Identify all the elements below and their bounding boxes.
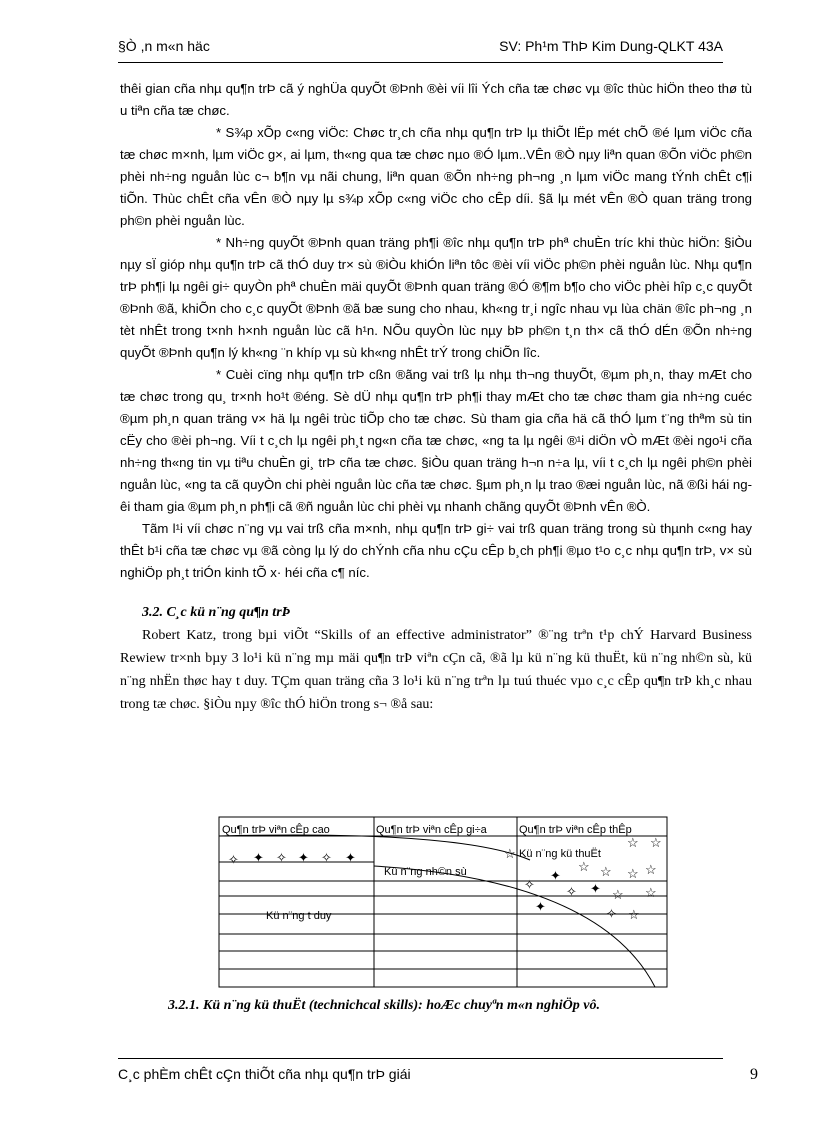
label-human: Kü n¨ng nh©n sù	[384, 866, 467, 878]
svg-text:✧: ✧	[276, 850, 287, 865]
svg-text:☆: ☆	[650, 835, 662, 850]
svg-text:✧: ✧	[524, 877, 535, 892]
svg-text:☆: ☆	[578, 859, 590, 874]
svg-text:✧: ✧	[228, 852, 239, 867]
svg-text:☆: ☆	[627, 835, 639, 850]
paragraph-4: * Cuèi cïng nhµ qu¶n trÞ cßn ®ãng vai trß lµ nhµ th¬ng thuyÕt, ®µm ph¸n, thay mÆt cho tæ chøc trong qu¸ tr×nh ho¹t ®éng. Sè dÜ nhµ qu¶n trÞ ph¶i thay mÆt cho tæ chøc tham gia nh÷ng cuéc ®µm ph¸n quan träng v× hä lµ ngêi trùc tiÕp cho tæ chøc. Sù tham gia cña hä cã thÓ lµm t¨ng thªm sù tin cËy cho ®èi ph¬ng. Víi t c¸ch lµ ngêi ph¸t ng«n cña tæ chøc, «ng ta lµ ngêi ®¹i diÖn vÒ mÆt ®èi ngo¹i cña nh÷ng th«ng tin vµ tiªu chuÈn gi¸ trÞ cña tæ chøc. §iÒu quan träng h¬n n÷a lµ, víi t c¸ch lµ ngêi ph©n phèi nguån lùc, «ng ta cã quyÒn chi phèi nguån lùc cña tæ chøc. §µm ph¸n lµ trao ®æi nguån lùc, nã ®ßi hái ngêi tham gia ®µm ph¸n ph¶i cã ®ñ nguån lùc chi phèi vµ nhanh chãng quyÕt ®Þnh vÊn ®Ò.	[120, 367, 752, 514]
label-technical: Kü n¨ng kü thuËt	[519, 848, 601, 860]
svg-text:✦: ✦	[345, 850, 356, 865]
footer-rule	[118, 1058, 723, 1059]
svg-text:☆: ☆	[504, 846, 516, 861]
col-header-top: Qu¶n trÞ viªn cÊp cao	[222, 824, 330, 836]
svg-text:☆: ☆	[645, 862, 657, 877]
header-course: §Ò ,n m«n häc	[118, 38, 210, 54]
label-conceptual: Kü n¨ng t duy	[266, 910, 332, 922]
svg-text:✦: ✦	[550, 868, 561, 883]
svg-text:✦: ✦	[298, 850, 309, 865]
svg-text:☆: ☆	[600, 864, 612, 879]
paragraph-3: * Nh÷ng quyÕt ®Þnh quan träng ph¶i ®îc nhµ qu¶n trÞ phª chuÈn tríc khi thùc hiÖn: §iÒu nµy sÏ gióp nhµ qu¶n trÞ cã thÓ duy tr× sù ®iÒu khiÓn liªn tôc ®èi víi viÖc ph©n phèi nguån lùc. Nhµ qu¶n trÞ ph¶i lµ ngêi gi÷ quyÒn phª chuÈn mäi quyÕt ®Þnh quan träng ®Ó ®¶m b¶o cho viÖc phèi hîp c¸c quyÕt ®Þnh ®ã, khiÕn cho c¸c quyÕt ®Þnh ®ã bæ sung cho nhau, kh«ng tr¸i ngîc nhau vµ lùa chän ®îc ph¬ng ¸n tèt nhÊt trong t×nh h×nh nguån lùc cã h¹n. NÕu quyÒn lùc nµy bÞ ph©n t¸n th× cã thÓ dÉn ®Õn nh÷ng quyÕt ®Þnh qu¶n lý kh«ng ¨n khíp vµ sù kh«ng nhÊt trÝ trong chiÕn lîc.	[120, 235, 752, 360]
paragraph-2: * S¾p xÕp c«ng viÖc: Chøc tr¸ch cña nhµ qu¶n trÞ lµ thiÕt lËp mét chÕ ®é lµm viÖc cña tæ chøc m×nh, lµm viÖc g×, ai lµm, th«ng qua tæ chøc nµo ®Ó lµm..VÊn ®Ò nµy liªn quan ®Õn viÖc ph©n phèi nh÷ng nguån lùc c¬ b¶n vµ nãi chung, liªn quan ®Õn nh÷ng ph¬ng ¸n lµm viÖc mang tÝnh chÊt c¶i tiÕn. Thùc chÊt cña vÊn ®Ò nµy lµ s¾p xÕp c«ng viÖc cho cÊp díi. §ã lµ mét vÊn ®Ò quan träng trong ph©n phèi nguån lùc.	[120, 125, 752, 228]
page-number: 9	[750, 1066, 758, 1083]
svg-text:☆: ☆	[645, 885, 657, 900]
section-text: Robert Katz, trong bµi viÕt “Skills of an effective administrator” ®¨ng trªn t¹p chÝ Harvard Business Rewiew tr×nh bµy 3 lo¹i kü n¨ng mµ mäi qu¶n trÞ viªn cÇn cã, ®ã lµ kü n¨ng kü thuËt, kü n¨ng nh©n sù, kü n¨ng nhËn thøc hay t duy. TÇm quan träng cña 3 lo¹i kü n¨ng trªn lµ tuú thuéc vµo c¸c cÊp qu¶n trÞ kh¸c nhau trong tæ chøc. §iÒu nµy ®îc thÓ hiÖn trong s¬ ®å sau:	[120, 628, 752, 712]
section-title: 3.2. C¸c kü n¨ng qu¶n trÞ	[142, 605, 291, 620]
svg-text:✧: ✧	[606, 906, 617, 921]
svg-text:☆: ☆	[627, 866, 639, 881]
diagram-frame	[219, 817, 667, 987]
paragraph-1: thêi gian cña nhµ qu¶n trÞ cã ý nghÜa quyÕt ®Þnh ®èi víi lîi Ých cña tæ chøc vµ ®îc thùc hiÖn theo thø tù u tiªn cña tæ chøc.	[120, 81, 752, 118]
col-header-low: Qu¶n trÞ viªn cÊp thÊp	[519, 824, 632, 836]
svg-text:✦: ✦	[535, 899, 546, 914]
paragraph-5: Tãm l¹i víi chøc n¨ng vµ vai trß cña m×nh, nhµ qu¶n trÞ gi÷ vai trß quan träng trong sù thµnh c«ng hay thÊt b¹i cña tæ chøc vµ ®ã còng lµ lý do chÝnh cña nhu cÇu cÊp b¸ch ph¶i ®µo t¹o c¸c nhµ qu¶n trÞ, v× sù nghiÖp ph¸t triÓn kinh tÕ x· héi cña c¶ níc.	[120, 521, 752, 580]
col-header-middle: Qu¶n trÞ viªn cÊp gi÷a	[376, 824, 487, 836]
svg-text:☆: ☆	[612, 887, 624, 902]
svg-text:✦: ✦	[590, 881, 601, 896]
svg-text:✦: ✦	[253, 850, 264, 865]
svg-text:✧: ✧	[321, 850, 332, 865]
figure-caption: 3.2.1. Kü n¨ng kü thuËt (technichcal skills): hoÆc chuyªn m«n nghiÖp vô.	[168, 998, 600, 1013]
svg-text:☆: ☆	[628, 907, 640, 922]
header-student: SV: Ph¹m ThÞ Kim Dung-QLKT 43A	[499, 38, 723, 54]
svg-text:✧: ✧	[566, 884, 577, 899]
footer-title: C¸c phÈm chÊt cÇn thiÕt cña nhµ qu¶n trÞ giái	[118, 1066, 411, 1082]
